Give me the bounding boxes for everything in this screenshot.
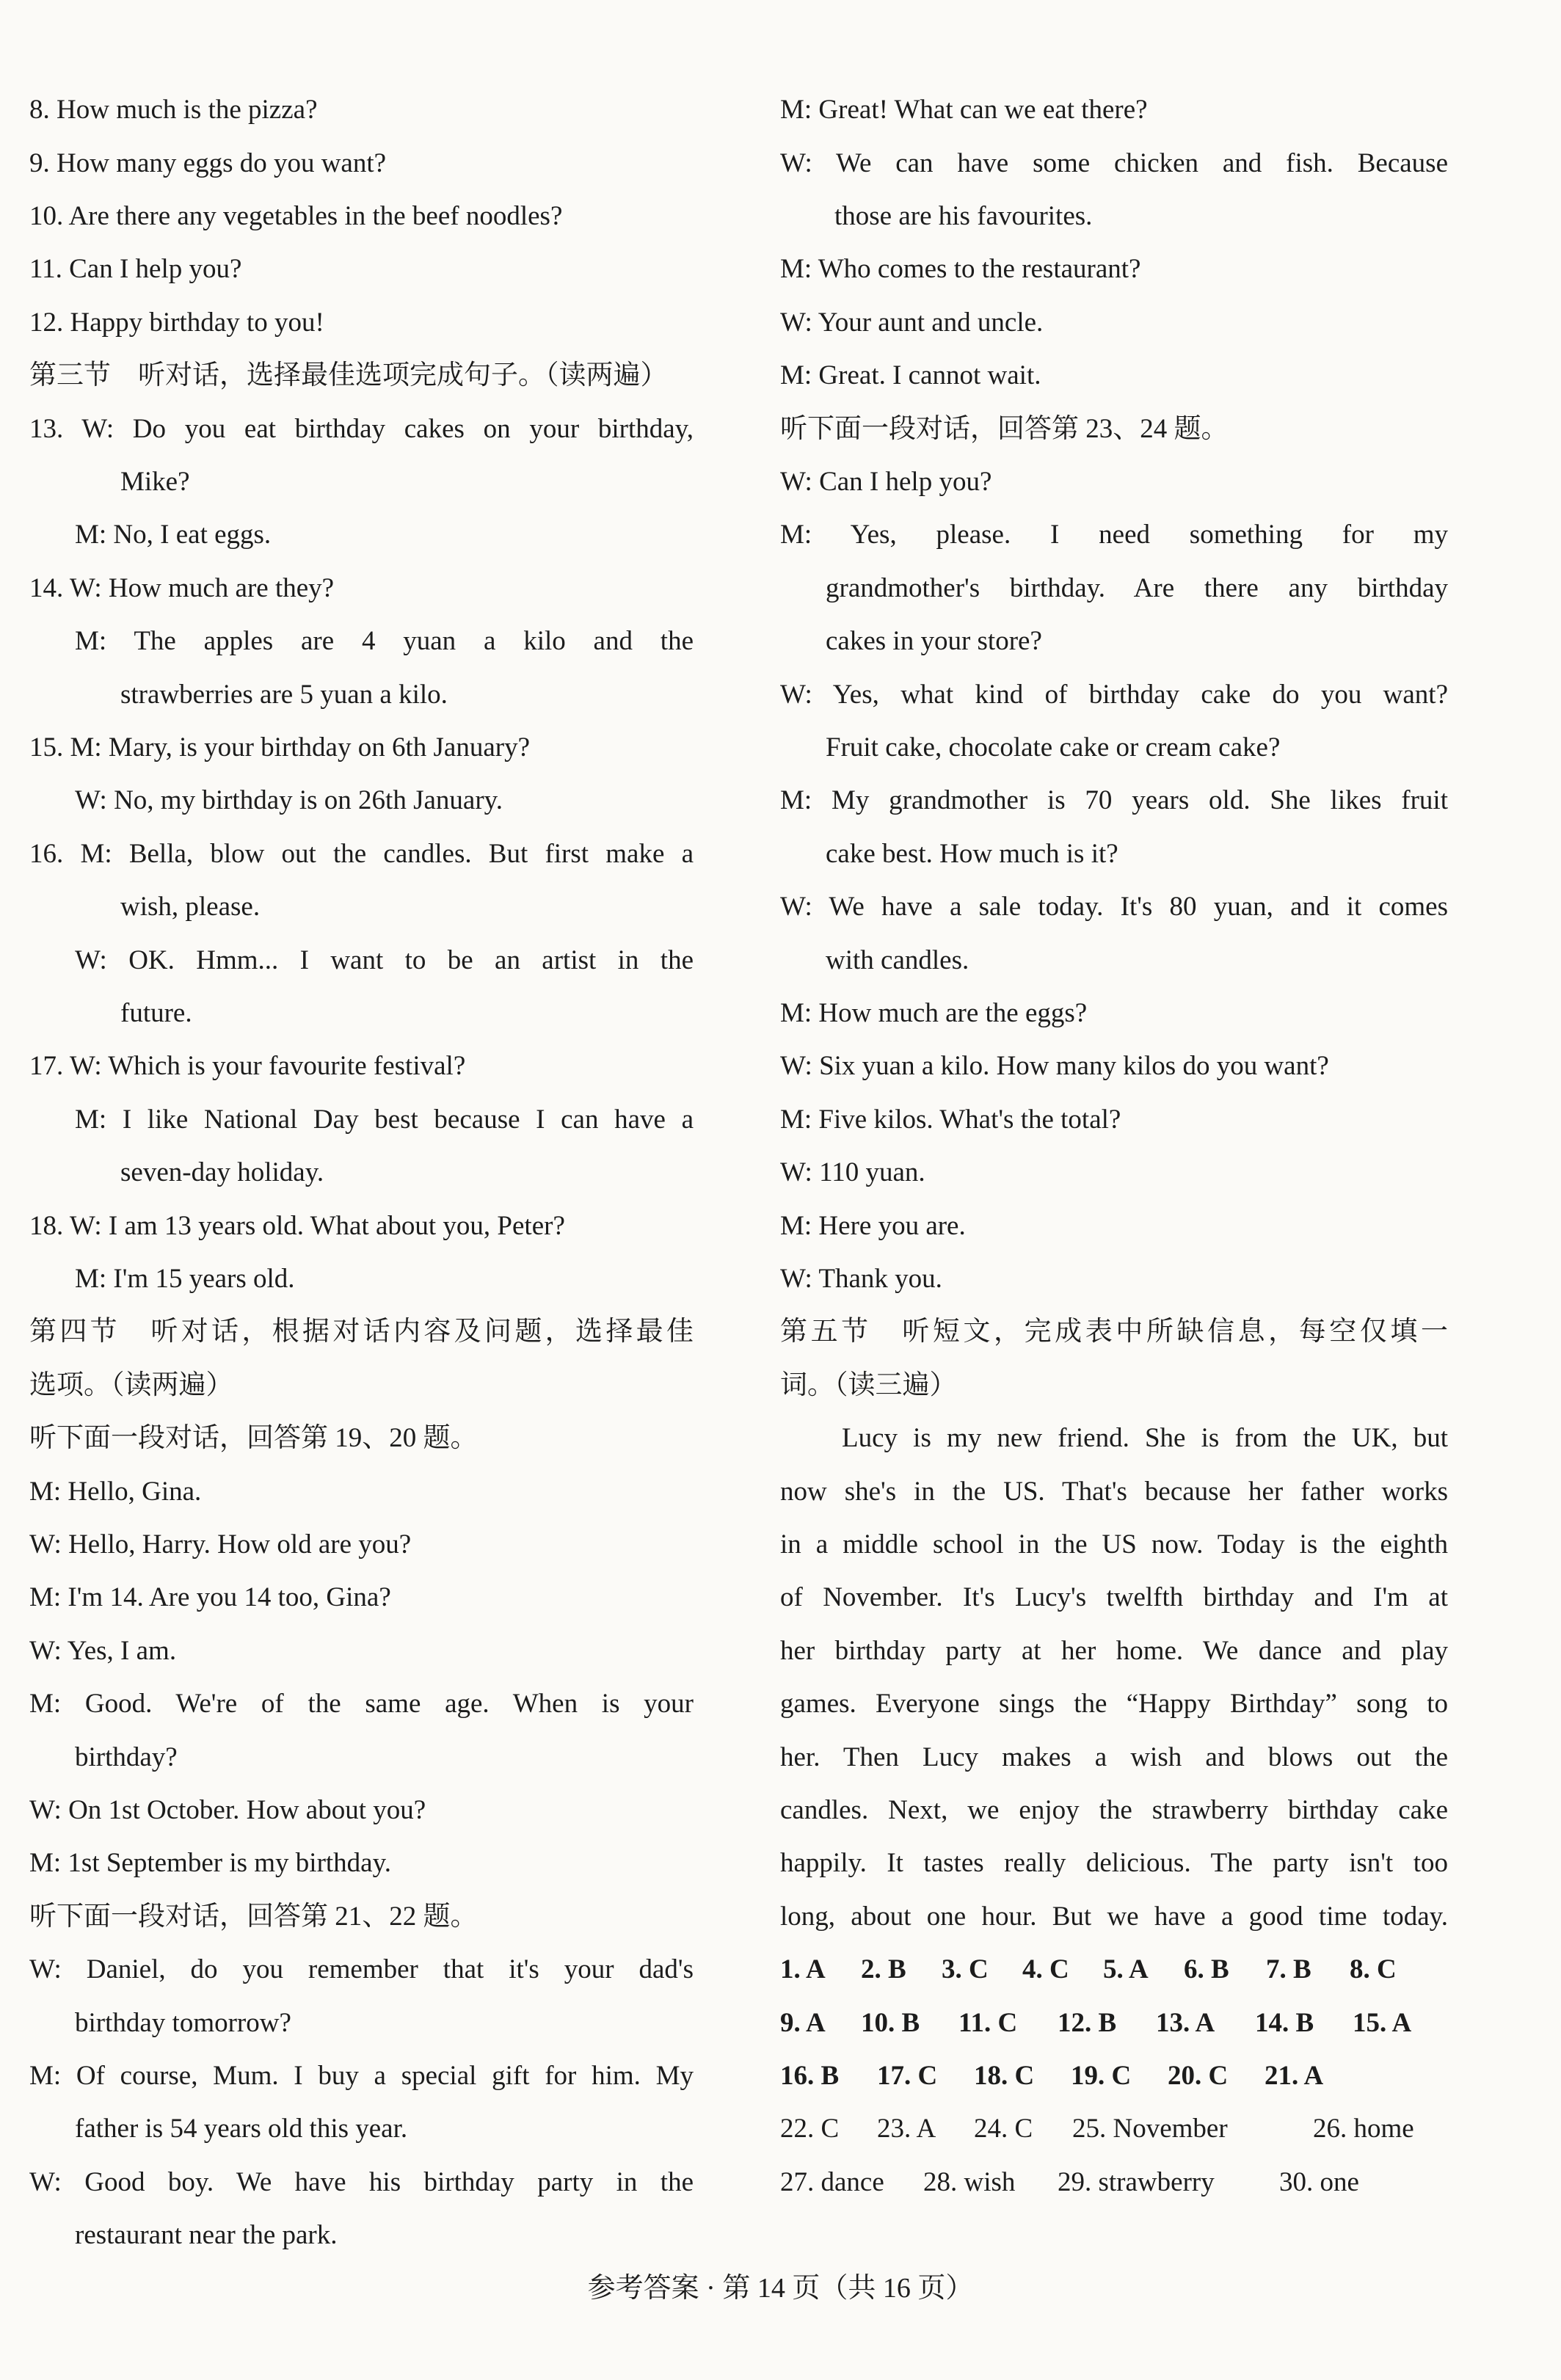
answer-item: 20. C — [1168, 2061, 1229, 2091]
text-line: M: My grandmother is 70 years old. She likes fruit — [780, 785, 1448, 815]
text-line: restaurant near the park. — [75, 2220, 338, 2250]
section-heading: 第三节 听对话，选择最佳选项完成句子。（读两遍） — [29, 360, 668, 390]
answer-item: 28. wish — [923, 2167, 1016, 2197]
text-line: W: 110 yuan. — [780, 1157, 925, 1187]
page-footer: 参考答案 · 第 14 页（共 16 页） — [587, 2273, 974, 2304]
text-line: 16. M: Bella, blow out the candles. But first make a — [29, 839, 694, 869]
answer-item: 9. A — [780, 2008, 826, 2038]
answer-item: 11. C — [958, 2008, 1018, 2038]
text-line: M: Of course, Mum. I buy a special gift for him. My — [29, 2061, 694, 2091]
text-line: those are his favourites. — [834, 201, 1093, 231]
text-line: W: On 1st October. How about you? — [29, 1795, 426, 1825]
passage-line: games. Everyone sings the “Happy Birthday” song to — [780, 1689, 1448, 1719]
answer-item: 8. C — [1350, 1954, 1397, 1984]
text-line: M: Great. I cannot wait. — [780, 360, 1041, 390]
text-line: strawberries are 5 yuan a kilo. — [120, 680, 448, 710]
text-line: M: I'm 14. Are you 14 too, Gina? — [29, 1582, 391, 1612]
text-line: W: Yes, what kind of birthday cake do you want? — [780, 680, 1448, 710]
text-line: W: No, my birthday is on 26th January. — [75, 785, 503, 815]
answer-item: 30. one — [1279, 2167, 1359, 2197]
text-line: wish, please. — [120, 892, 261, 922]
answer-item: 22. C — [780, 2114, 840, 2144]
text-line: W: Daniel, do you remember that it's your dad's — [29, 1954, 694, 1984]
section-heading: 词。（读三遍） — [780, 1370, 957, 1400]
instruction-line: 听下面一段对话，回答第 21、22 题。 — [29, 1902, 478, 1932]
passage-line: in a middle school in the US now. Today is the eighth — [780, 1529, 1448, 1560]
text-line: W: We have a sale today. It's 80 yuan, and it comes — [780, 892, 1448, 922]
answer-item: 1. A — [780, 1954, 826, 1984]
instruction-line: 听下面一段对话，回答第 19、20 题。 — [29, 1423, 478, 1453]
passage-line: her. Then Lucy makes a wish and blows out the — [780, 1742, 1448, 1772]
text-line: 11. Can I help you? — [29, 254, 242, 284]
text-line: W: OK. Hmm... I want to be an artist in the — [75, 945, 694, 975]
text-line: W: Can I help you? — [780, 467, 992, 497]
text-line: M: Who comes to the restaurant? — [780, 254, 1141, 284]
passage-line: long, about one hour. But we have a good time today. — [780, 1902, 1448, 1932]
answer-item: 26. home — [1313, 2114, 1414, 2144]
text-line: M: The apples are 4 yuan a kilo and the — [75, 626, 694, 656]
answer-item: 3. C — [942, 1954, 989, 1984]
text-line: seven-day holiday. — [120, 1157, 324, 1187]
text-line: father is 54 years old this year. — [75, 2114, 408, 2144]
text-line: M: I'm 15 years old. — [75, 1264, 295, 1294]
text-line: cake best. How much is it? — [826, 839, 1118, 869]
text-line: M: No, I eat eggs. — [75, 520, 272, 550]
instruction-line: 听下面一段对话，回答第 23、24 题。 — [780, 414, 1229, 444]
text-line: M: I like National Day best because I can have a — [75, 1105, 694, 1135]
text-line: M: Yes, please. I need something for my — [780, 520, 1448, 550]
text-line: M: Great! What can we eat there? — [780, 95, 1148, 125]
text-line: 14. W: How much are they? — [29, 573, 335, 603]
passage-line: happily. It tastes really delicious. The party isn't too — [780, 1848, 1448, 1878]
answer-item: 6. B — [1184, 1954, 1229, 1984]
text-line: with candles. — [826, 945, 969, 975]
answer-item: 18. C — [974, 2061, 1035, 2091]
answer-item: 24. C — [974, 2114, 1033, 2144]
text-line: W: Your aunt and uncle. — [780, 307, 1044, 338]
text-line: Mike? — [120, 467, 190, 497]
answer-item: 17. C — [877, 2061, 938, 2091]
answer-item: 27. dance — [780, 2167, 884, 2197]
answer-item: 7. B — [1266, 1954, 1311, 1984]
text-line: M: Here you are. — [780, 1211, 966, 1241]
text-line: M: Five kilos. What's the total? — [780, 1105, 1121, 1135]
text-line: 15. M: Mary, is your birthday on 6th January? — [29, 732, 530, 763]
section-heading: 第五节 听短文，完成表中所缺信息，每空仅填一 — [780, 1317, 1448, 1347]
text-line: 10. Are there any vegetables in the beef noodles? — [29, 201, 563, 231]
answer-item: 13. A — [1156, 2008, 1215, 2038]
section-heading: 选项。（读两遍） — [29, 1370, 233, 1400]
text-line: W: Six yuan a kilo. How many kilos do you want? — [780, 1051, 1329, 1081]
passage-line: her birthday party at her home. We dance and play — [780, 1636, 1448, 1666]
answer-item: 21. A — [1265, 2061, 1324, 2091]
text-line: W: Thank you. — [780, 1264, 942, 1294]
answer-item: 25. November — [1072, 2114, 1228, 2144]
text-line: M: 1st September is my birthday. — [29, 1848, 391, 1878]
passage-line: candles. Next, we enjoy the strawberry birthday cake — [780, 1795, 1448, 1825]
passage-line: Lucy is my new friend. She is from the UK, but — [842, 1423, 1448, 1453]
text-line: W: Good boy. We have his birthday party in the — [29, 2167, 694, 2197]
text-line: cakes in your store? — [826, 626, 1042, 656]
answer-item: 14. B — [1255, 2008, 1314, 2038]
text-line: future. — [120, 998, 192, 1028]
answer-item: 4. C — [1022, 1954, 1069, 1984]
text-line: M: Good. We're of the same age. When is your — [29, 1689, 694, 1719]
text-line: W: Hello, Harry. How old are you? — [29, 1529, 412, 1560]
text-line: birthday tomorrow? — [75, 2008, 291, 2038]
answer-item: 19. C — [1071, 2061, 1132, 2091]
text-line: 9. How many eggs do you want? — [29, 148, 387, 178]
section-heading: 第四节 听对话，根据对话内容及问题，选择最佳 — [29, 1317, 694, 1347]
text-line: 12. Happy birthday to you! — [29, 307, 324, 338]
text-line: 8. How much is the pizza? — [29, 95, 318, 125]
answer-item: 23. A — [877, 2114, 936, 2144]
answer-item: 15. A — [1353, 2008, 1412, 2038]
text-line: W: We can have some chicken and fish. Because — [780, 148, 1448, 178]
text-line: 13. W: Do you eat birthday cakes on your birthday, — [29, 414, 694, 444]
passage-line: of November. It's Lucy's twelfth birthday and I'm at — [780, 1582, 1448, 1612]
answer-item: 12. B — [1058, 2008, 1117, 2038]
answer-item: 16. B — [780, 2061, 840, 2091]
text-line: Fruit cake, chocolate cake or cream cake? — [826, 732, 1281, 763]
text-line: birthday? — [75, 1742, 178, 1772]
text-line: 17. W: Which is your favourite festival? — [29, 1051, 466, 1081]
answer-item: 10. B — [861, 2008, 920, 2038]
answer-item: 5. A — [1103, 1954, 1149, 1984]
passage-line: now she's in the US. That's because her father works — [780, 1477, 1448, 1507]
text-line: M: How much are the eggs? — [780, 998, 1088, 1028]
answer-item: 2. B — [861, 1954, 906, 1984]
answer-item: 29. strawberry — [1058, 2167, 1215, 2197]
text-line: M: Hello, Gina. — [29, 1477, 202, 1507]
text-line: W: Yes, I am. — [29, 1636, 177, 1666]
text-line: grandmother's birthday. Are there any birthday — [826, 573, 1448, 603]
text-line: 18. W: I am 13 years old. What about you, Peter? — [29, 1211, 565, 1241]
